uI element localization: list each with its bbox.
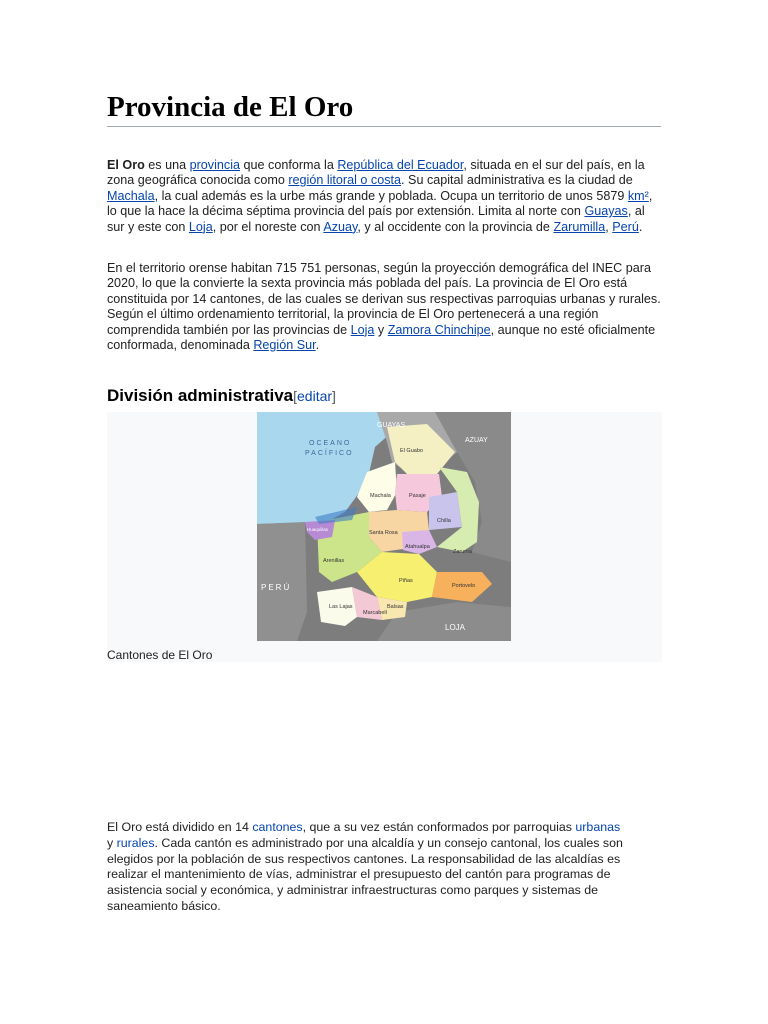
text: . Cada cantón es administrado por una alcaldía y un consejo cantonal, los cuales son elegidos por la población de sus respectivos cantones. La responsabilidad de las alcaldías es realizar el mantenimiento de vías, administrar el presupuesto del cantón para programas de asistencia social y económica, y administrar infraestructuras como parques y sistemas de saneamiento básico. (107, 835, 623, 913)
map-label-pinas: Piñas (399, 578, 413, 584)
map-label-azuay: AZUAY (465, 437, 488, 444)
map-label-peru: PERÚ (261, 583, 292, 592)
section-heading-text: División administrativa (107, 386, 294, 405)
text: , la cual además es la urbe más grande y poblada. Ocupa un territorio de unos 5879 (154, 188, 628, 203)
edit-link[interactable]: editar (297, 388, 333, 404)
map-figure (107, 412, 662, 662)
text: , por el noreste con (212, 219, 324, 234)
link-urbanas[interactable]: urbanas (575, 820, 621, 834)
link-peru[interactable]: Perú (612, 219, 639, 234)
text: y (374, 322, 388, 337)
section-heading (107, 386, 336, 406)
link-zamora-chinchipe[interactable]: Zamora Chinchipe (387, 322, 491, 337)
text: . (638, 219, 643, 234)
division-paragraph (107, 820, 627, 915)
map-label-huaquillas: Huaquillas (307, 527, 329, 532)
edit-section (293, 388, 336, 404)
text: , y al occidente con la provincia de (357, 219, 554, 234)
link-region-litoral[interactable]: región litoral o costa (288, 173, 402, 188)
map-label-arenillas: Arenillas (323, 558, 345, 564)
map-label-pacifico: PACÍFICO (305, 450, 354, 457)
link-machala[interactable]: Machala (107, 188, 155, 203)
intro-paragraph (107, 158, 662, 235)
page-title: Provincia de El Oro (107, 88, 661, 127)
map-label-pasaje: Pasaje (409, 493, 426, 499)
canton-chilla (429, 492, 462, 530)
link-azuay[interactable]: Azuay (323, 219, 358, 234)
link-rurales[interactable]: rurales (116, 835, 155, 850)
population-paragraph (107, 261, 662, 353)
text: es una (144, 158, 190, 172)
text: y (107, 835, 117, 850)
link-zarumilla[interactable]: Zarumilla (553, 219, 606, 234)
text: , lo que la hace la décima séptima provincia del país por extensión. Limita al norte con (107, 188, 653, 219)
map-label-santa-rosa: Santa Rosa (369, 530, 398, 536)
link-region-sur[interactable]: Región Sur (253, 338, 316, 353)
text: , al sur y este con (107, 204, 645, 234)
link-provincia[interactable]: provincia (189, 158, 241, 172)
map-label-chilla: Chilla (437, 518, 451, 524)
map-label-atahualpa: Atahualpa (405, 544, 430, 550)
bold-term: El Oro (107, 158, 145, 172)
link-republica-ecuador[interactable]: República del Ecuador (337, 158, 464, 172)
text: , aunque no esté oficialmente conformada, denominada (107, 322, 656, 353)
peru-region (257, 522, 307, 641)
map-label-balsas: Balsas (387, 604, 404, 610)
link-km2[interactable]: km² (627, 188, 649, 203)
text: , que a su vez están conformados por parroquias (302, 820, 576, 834)
map-label-el-guabo: El Guabo (400, 448, 423, 454)
figure-caption: Cantones de El Oro (107, 648, 213, 662)
map-label-zaruma: Zaruma (453, 549, 472, 555)
link-cantones[interactable]: cantones (252, 820, 303, 834)
link-loja-2[interactable]: Loja (350, 322, 375, 337)
map-label-portovelo: Portovelo (452, 583, 476, 589)
map-label-marcabeli: Marcabelí (363, 610, 388, 616)
text: . (315, 338, 320, 353)
text: El Oro está dividido en 14 (107, 820, 253, 834)
edit-bracket: ] (332, 388, 336, 404)
cantons-map[interactable] (257, 412, 511, 641)
map-label-machala: Machala (370, 493, 391, 499)
map-label-guayas: GUAYAS (377, 422, 406, 429)
map-label-loja: LOJA (445, 623, 466, 632)
link-loja[interactable]: Loja (188, 219, 213, 234)
link-guayas[interactable]: Guayas (584, 204, 628, 219)
text: En el territorio orense habitan 715 751 personas, según la proyección demográfica del INEC para 2020, lo que la convierte la sexta provincia más poblada del país. La provincia de El Oro está constituida por 14 cantones, de las cuales se derivan sus respectivas parroquias urbanas y rurales. Según el último ordenamiento territorial, la provincia de El Oro pertenecerá a una región comprendida también por las provincias de (107, 261, 661, 337)
edit-bracket: [ (293, 388, 298, 404)
map-label-oceano: OCEANO (309, 440, 352, 447)
text: . Su capital administrativa es la ciudad de (401, 173, 633, 188)
text: que conforma la (240, 158, 338, 172)
text: , situada en el sur del país, en la zona geográfica conocida como (107, 158, 645, 188)
text: , (605, 219, 613, 234)
map-label-las-lajas: Las Lajas (329, 604, 353, 610)
